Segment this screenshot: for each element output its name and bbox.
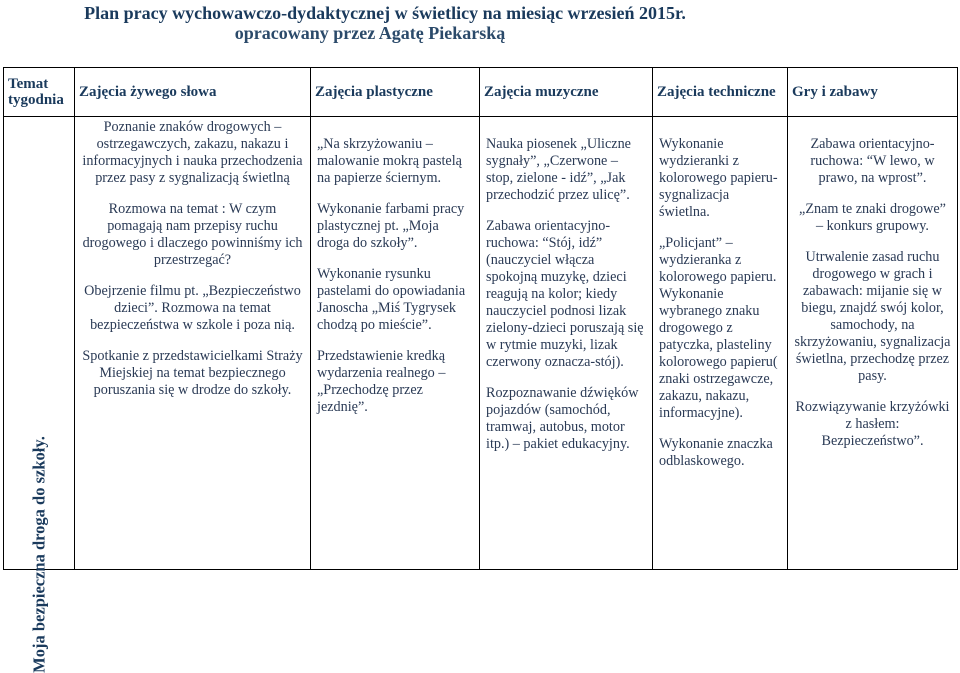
gry-item: „Znam te znaki drogowe” – konkurs grupowy. [799,201,946,234]
week-topic-cell [4,117,75,673]
header-muzyczne: Zajęcia muzyczne [480,68,653,117]
gry-item: Zabawa orientacyjno-ruchowa: “W lewo, w prawo, na wprost”. [810,136,935,186]
plastyczne-item: Wykonanie farbami pracy plastycznej pt. „Moja droga do szkoły”. [317,201,465,251]
cell-gry [788,117,958,570]
header-gry: Gry i zabawy [788,68,958,117]
week-topic: Moja bezpieczna droga do szkoły. [29,436,49,673]
header-slowa: Zajęcia żywego słowa [75,68,311,117]
cell-muzyczne [480,117,653,570]
plastyczne-item: Przedstawienie kredką wydarzenia realnego – „Przechodzę przez jezdnię”. [317,348,446,415]
slowa-item: Obejrzenie filmu pt. „Bezpieczeństwo dzieci”. Rozmowa na temat bezpieczeństwa w szkole i poza nią. [84,283,301,333]
cell-slowa [75,117,311,570]
table-row [4,117,958,570]
cell-techniczne [653,117,788,570]
header-temat: Temat tygodnia [4,68,75,117]
muzyczne-item: Rozpoznawanie dźwięków pojazdów (samochód, tramwaj, autobus, motor itp.) – pakiet edukacyjny. [486,385,639,452]
page-subtitle: opracowany przez Agatę Piekarską [234,23,506,43]
techniczne-item: „Policjant” – wydzieranka z kolorowego papieru. Wykonanie wybranego znaku drogowego z patyczka, plasteliny kolorowego papieru( znaki ostrzegawcze, zakazu, nakazu, informacyjne). [659,235,778,421]
plan-table [3,67,958,673]
cell-plastyczne [311,117,480,570]
header-techniczne: Zajęcia techniczne [653,68,788,117]
header-row [4,68,958,117]
plastyczne-item: Wykonanie rysunku pastelami do opowiadania Janoscha „Miś Tygrysek chodzą po mieście”. [317,266,466,333]
header-plastyczne: Zajęcia plastyczne [311,68,480,117]
plastyczne-item: „Na skrzyżowaniu – malowanie mokrą pastelą na papierze ściernym. [317,136,462,186]
page-title: Plan pracy wychowawczo-dydaktycznej w świetlicy na miesiąc wrzesień 2015r. [84,3,686,23]
techniczne-item: Wykonanie znaczka odblaskowego. [659,436,773,469]
gry-item: Utrwalenie zasad ruchu drogowego w grach i zabawach: mijanie się w biegu, znajdź swój kolor, samochody, na skrzyżowaniu, sygnalizacja świetlna, przechodzę przez pasy. [794,249,951,384]
techniczne-item: Wykonanie wydzieranki z kolorowego papieru-sygnalizacja świetlna. [659,136,778,220]
muzyczne-item: Nauka piosenek „Uliczne sygnały”, „Czerwone – stop, zielone - idź”, „Jak przechodzić przez ulicę”. [486,136,631,203]
muzyczne-item: Zabawa orientacyjno-ruchowa: “Stój, idź” (nauczyciel włącza spokojną muzykę, dzieci reagują na kolor; kiedy nauczyciel podnosi lizak zielony-dzieci poruszają się w rytmie muzyki, lizak czerwony oznacza-stój). [486,218,644,370]
gry-item: Rozwiązywanie krzyżówki z hasłem: Bezpieczeństwo”. [795,399,950,449]
slowa-item: Poznanie znaków drogowych – ostrzegawczych, zakazu, nakazu i informacyjnych i nauka przechodzenia przez pasy z sygnalizacją świetlną [82,119,303,186]
slowa-item: Rozmowa na temat : W czym pomagają nam przepisy ruchu drogowego i dlaczego powinniśmy ich przestrzegać? [82,201,303,268]
slowa-item: Spotkanie z przedstawicielkami Straży Miejskiej na temat bezpiecznego poruszania się w drodze do szkoły. [82,348,303,398]
